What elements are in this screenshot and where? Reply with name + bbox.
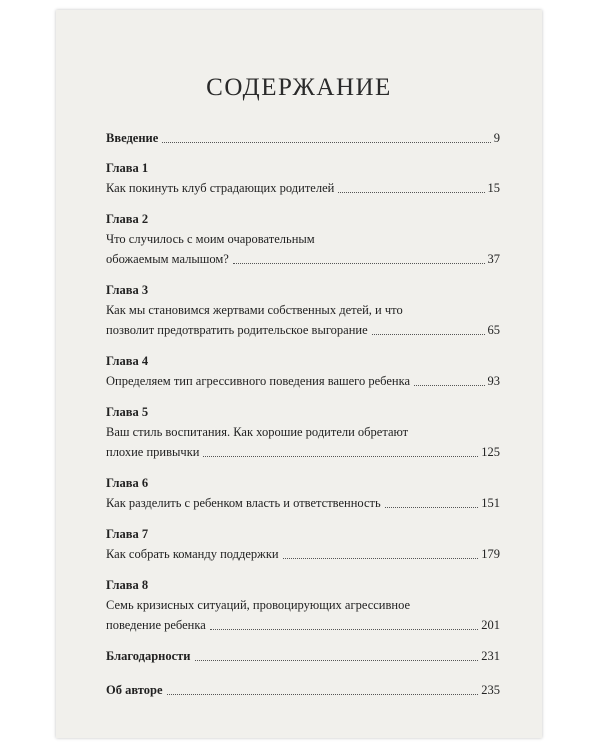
chapter-label: Глава 1: [106, 161, 149, 175]
chapter-title-line: плохие привычки: [106, 445, 200, 459]
dot-leader: [210, 629, 478, 630]
book-page: [56, 10, 542, 738]
toc-chapter-2: [106, 209, 500, 269]
toc-page-number: 201: [481, 618, 500, 632]
dot-leader: [338, 192, 484, 193]
toc-page-number: 37: [487, 252, 500, 266]
toc-entry-thanks: [106, 646, 500, 666]
chapter-label: Глава 2: [106, 212, 149, 226]
dot-leader: [414, 385, 484, 386]
toc-chapter-5: [106, 402, 500, 462]
chapter-label: Глава 7: [106, 527, 149, 541]
chapter-title-line: позволит предотвратить родительское выгорание: [106, 323, 368, 337]
chapter-title-line: Как мы становимся жертвами собственных детей, и что: [106, 303, 403, 317]
dot-leader: [167, 694, 479, 695]
toc-page-number: 93: [487, 374, 500, 388]
toc-chapter-7: [106, 524, 500, 564]
chapter-title: Как разделить с ребенком власть и ответственность: [106, 496, 381, 510]
page-title: СОДЕРЖАНИЕ: [206, 74, 392, 101]
dot-leader: [195, 660, 479, 661]
chapter-label: Глава 3: [106, 283, 149, 297]
toc-entry-label: Об авторе: [106, 683, 163, 697]
toc-chapter-1: [106, 158, 500, 198]
toc-entry-label: Введение: [106, 131, 159, 145]
dot-leader: [372, 334, 485, 335]
toc-chapter-8: [106, 575, 500, 635]
toc-page-number: 235: [481, 683, 500, 697]
toc-page-number: 15: [487, 181, 500, 195]
chapter-title: Как покинуть клуб страдающих родителей: [106, 181, 335, 195]
dot-leader: [162, 142, 490, 143]
chapter-label: Глава 6: [106, 476, 149, 490]
chapter-title-line: Что случилось с моим очаровательным: [106, 232, 315, 246]
chapter-label: Глава 8: [106, 578, 149, 592]
toc-page-number: 231: [481, 649, 500, 663]
toc-page-number: 125: [481, 445, 500, 459]
toc-chapter-6: [106, 473, 500, 513]
toc-chapter-4: [106, 351, 500, 391]
chapter-title-line: Семь кризисных ситуаций, провоцирующих агрессивное: [106, 598, 411, 612]
toc-page-number: 65: [487, 323, 500, 337]
toc-page-number: 179: [481, 547, 500, 561]
toc-entry-label: Благодарности: [106, 649, 191, 663]
toc-entry-about: [106, 680, 500, 700]
chapter-title: Как собрать команду поддержки: [106, 547, 279, 561]
toc-chapter-3: [106, 280, 500, 340]
chapter-label: Глава 5: [106, 405, 149, 419]
toc-page-number: 9: [493, 131, 500, 145]
chapter-title-line: Ваш стиль воспитания. Как хорошие родители обретают: [106, 425, 409, 439]
dot-leader: [233, 263, 485, 264]
dot-leader: [203, 456, 478, 457]
toc-entry-intro: [106, 128, 500, 148]
dot-leader: [283, 558, 479, 559]
table-of-contents: [106, 128, 500, 710]
chapter-label: Глава 4: [106, 354, 149, 368]
chapter-title-line: поведение ребенка: [106, 618, 206, 632]
chapter-title: Определяем тип агрессивного поведения вашего ребенка: [106, 374, 411, 388]
toc-page-number: 151: [481, 496, 500, 510]
dot-leader: [385, 507, 479, 508]
chapter-title-line: обожаемым малышом?: [106, 252, 229, 266]
